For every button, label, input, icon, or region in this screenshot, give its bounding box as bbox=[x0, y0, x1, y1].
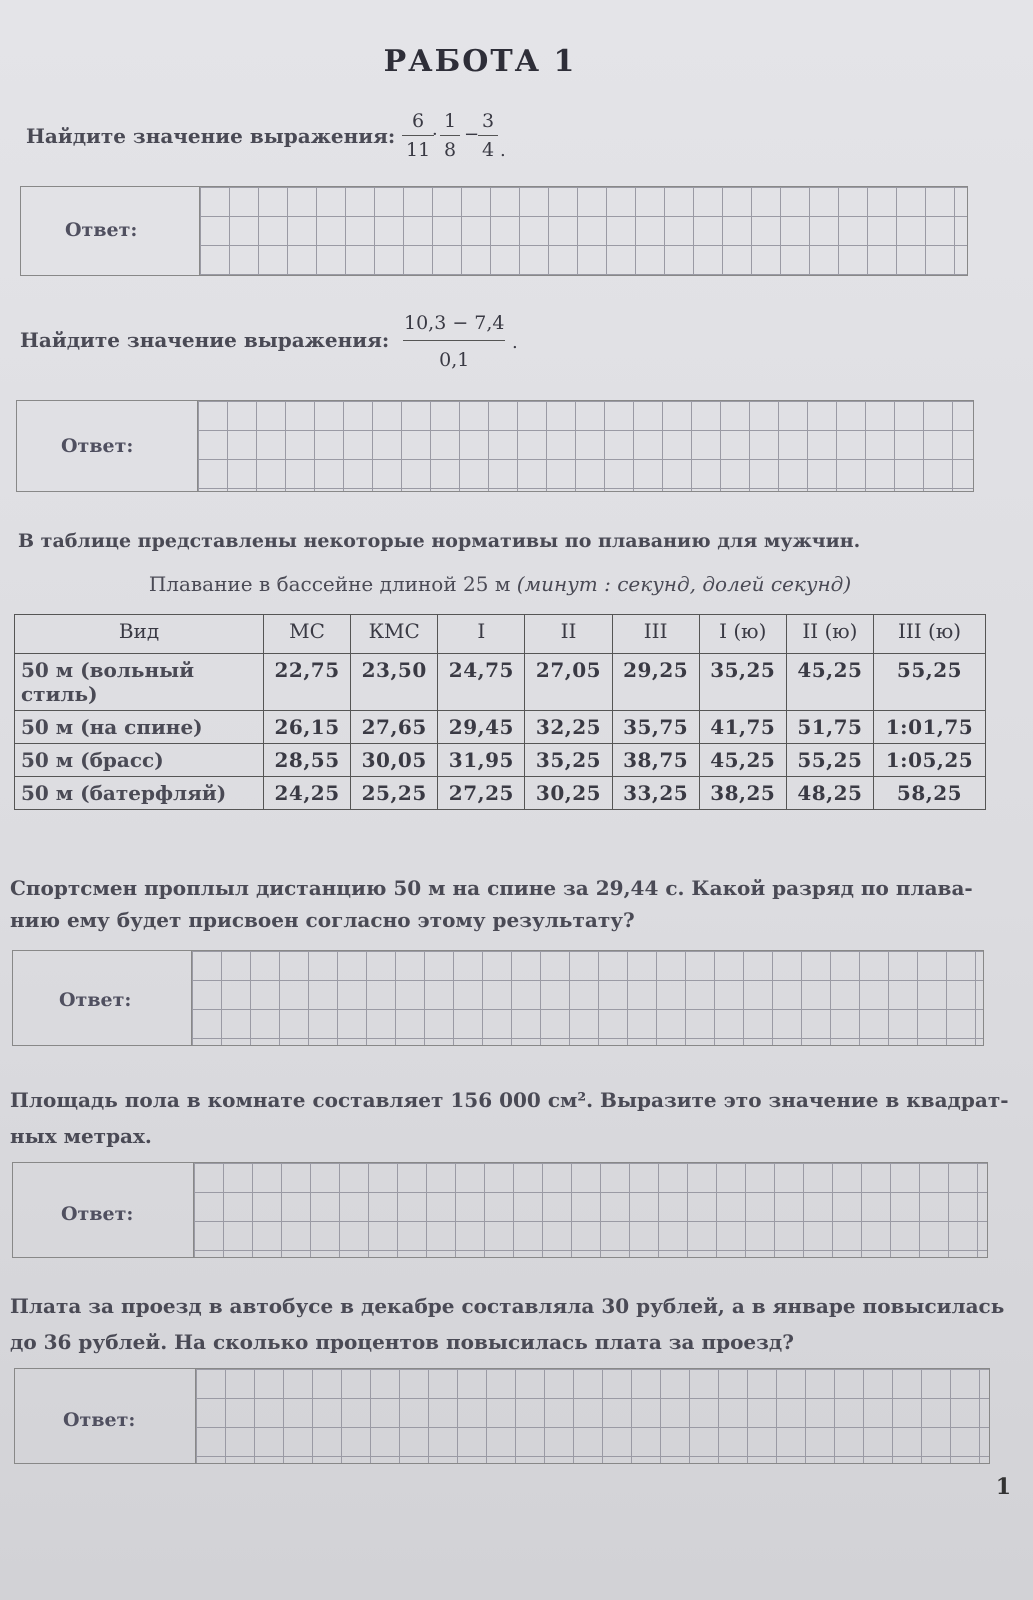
table-cell: 32,25 bbox=[525, 711, 612, 744]
answer-grid[interactable] bbox=[197, 401, 973, 491]
q5-answer-box[interactable] bbox=[14, 1368, 990, 1464]
q1-fraction-2-denominator: 8 bbox=[440, 135, 460, 161]
q1-end-dot: . bbox=[500, 140, 506, 161]
q1-fraction-2-numerator: 1 bbox=[444, 110, 457, 132]
q2-text: Найдите значение выражения: bbox=[20, 328, 390, 352]
table-header-cell: I bbox=[438, 615, 525, 654]
table-cell: 55,25 bbox=[786, 744, 873, 777]
table-cell: 38,25 bbox=[699, 777, 786, 810]
table-row bbox=[15, 744, 986, 777]
answer-label: Ответ: bbox=[59, 989, 132, 1011]
table-cell: 28,55 bbox=[264, 744, 351, 777]
table-header-cell: МС bbox=[264, 615, 351, 654]
table-cell: 1:05,25 bbox=[873, 744, 985, 777]
q1-op-2: − bbox=[464, 124, 480, 145]
q1-answer-box[interactable] bbox=[20, 186, 968, 276]
q3-answer-box[interactable] bbox=[12, 950, 984, 1046]
q3-intro: В таблице представлены некоторые нормативы по плаванию для мужчин. bbox=[18, 530, 861, 552]
table-cell: 1:01,75 bbox=[873, 711, 985, 744]
table-cell: 58,25 bbox=[873, 777, 985, 810]
table-cell: 30,05 bbox=[351, 744, 438, 777]
table-cell: 27,05 bbox=[525, 654, 612, 711]
answer-grid[interactable] bbox=[193, 1163, 987, 1257]
table-row-kind: 50 м (брасс) bbox=[15, 744, 264, 777]
answer-label: Ответ: bbox=[61, 1203, 134, 1225]
table-header-cell: III bbox=[612, 615, 699, 654]
q4-answer-box[interactable] bbox=[12, 1162, 988, 1258]
q2-answer-box[interactable] bbox=[16, 400, 974, 492]
table-cell: 23,50 bbox=[351, 654, 438, 711]
table-row bbox=[15, 711, 986, 744]
table-header-cell: КМС bbox=[351, 615, 438, 654]
q1-text: Найдите значение выражения: bbox=[26, 124, 396, 148]
table-caption bbox=[0, 572, 1000, 596]
table-header-cell: III (ю) bbox=[873, 615, 985, 654]
answer-grid[interactable] bbox=[199, 187, 967, 275]
table-row bbox=[15, 777, 986, 810]
table-row-kind: 50 м (батерфляй) bbox=[15, 777, 264, 810]
table-cell: 29,25 bbox=[612, 654, 699, 711]
q3-question-line-1: Спортсмен проплыл дистанцию 50 м на спине за 29,44 с. Какой разряд по плава- bbox=[10, 876, 973, 900]
table-cell: 55,25 bbox=[873, 654, 985, 711]
q2-fraction bbox=[398, 312, 511, 371]
q1-fraction-1 bbox=[402, 110, 434, 161]
q5-line-1: Плата за проезд в автобусе в декабре составляла 30 рублей, а в январе повысилась bbox=[10, 1294, 1005, 1318]
table-header-cell: II (ю) bbox=[786, 615, 873, 654]
page-number: 1 bbox=[995, 1474, 1011, 1500]
table-cell: 35,25 bbox=[525, 744, 612, 777]
table-header-row bbox=[15, 615, 986, 654]
table-cell: 27,25 bbox=[438, 777, 525, 810]
table-header-cell: I (ю) bbox=[699, 615, 786, 654]
table-cell: 24,75 bbox=[438, 654, 525, 711]
table-cell: 45,25 bbox=[786, 654, 873, 711]
q1-fraction-1-denominator: 11 bbox=[402, 135, 434, 161]
q1-fraction-1-numerator: 6 bbox=[412, 110, 425, 132]
table-header-cell: II bbox=[525, 615, 612, 654]
table-row-kind: 50 м (на спине) bbox=[15, 711, 264, 744]
table-cell: 24,25 bbox=[264, 777, 351, 810]
answer-label: Ответ: bbox=[65, 219, 138, 241]
table-header-cell: Вид bbox=[15, 615, 264, 654]
table-cell: 38,75 bbox=[612, 744, 699, 777]
answer-label: Ответ: bbox=[61, 435, 134, 457]
answer-grid[interactable] bbox=[195, 1369, 989, 1463]
swimming-norms-table bbox=[14, 614, 986, 810]
table-cell: 25,25 bbox=[351, 777, 438, 810]
q4-line-2: ных метрах. bbox=[10, 1124, 152, 1148]
q1-op-1: · bbox=[432, 124, 438, 145]
table-cell: 51,75 bbox=[786, 711, 873, 744]
table-cell: 45,25 bbox=[699, 744, 786, 777]
page-title: РАБОТА 1 bbox=[383, 44, 577, 79]
table-cell: 22,75 bbox=[264, 654, 351, 711]
q1-fraction-3-numerator: 3 bbox=[482, 110, 495, 132]
table-cell: 41,75 bbox=[699, 711, 786, 744]
table-cell: 29,45 bbox=[438, 711, 525, 744]
q5-line-2: до 36 рублей. На сколько процентов повысилась плата за проезд? bbox=[10, 1330, 794, 1354]
table-row bbox=[15, 654, 986, 711]
table-cell: 26,15 bbox=[264, 711, 351, 744]
table-cell: 31,95 bbox=[438, 744, 525, 777]
q1-fraction-2 bbox=[440, 110, 460, 161]
table-cell: 35,75 bbox=[612, 711, 699, 744]
q4-line-1: Площадь пола в комнате составляет 156 000 см². Выразите это значение в квадрат- bbox=[10, 1088, 1009, 1112]
q2-numerator: 10,3 − 7,4 bbox=[404, 312, 505, 334]
table-row-kind: 50 м (вольный стиль) bbox=[15, 654, 264, 711]
answer-label: Ответ: bbox=[63, 1409, 136, 1431]
table-caption-main: Плавание в бассейне длиной 25 м bbox=[148, 572, 511, 596]
q2-denominator: 0,1 bbox=[403, 340, 505, 371]
table-caption-units: (минут : секунд, долей секунд) bbox=[516, 572, 852, 596]
q1-fraction-3 bbox=[478, 110, 498, 161]
answer-grid[interactable] bbox=[191, 951, 983, 1045]
table-cell: 33,25 bbox=[612, 777, 699, 810]
table-cell: 30,25 bbox=[525, 777, 612, 810]
table-cell: 48,25 bbox=[786, 777, 873, 810]
table-cell: 35,25 bbox=[699, 654, 786, 711]
q2-end-dot: . bbox=[512, 332, 518, 353]
table-cell: 27,65 bbox=[351, 711, 438, 744]
q3-question-line-2: нию ему будет присвоен согласно этому результату? bbox=[10, 908, 635, 932]
q1-fraction-3-denominator: 4 bbox=[478, 135, 498, 161]
